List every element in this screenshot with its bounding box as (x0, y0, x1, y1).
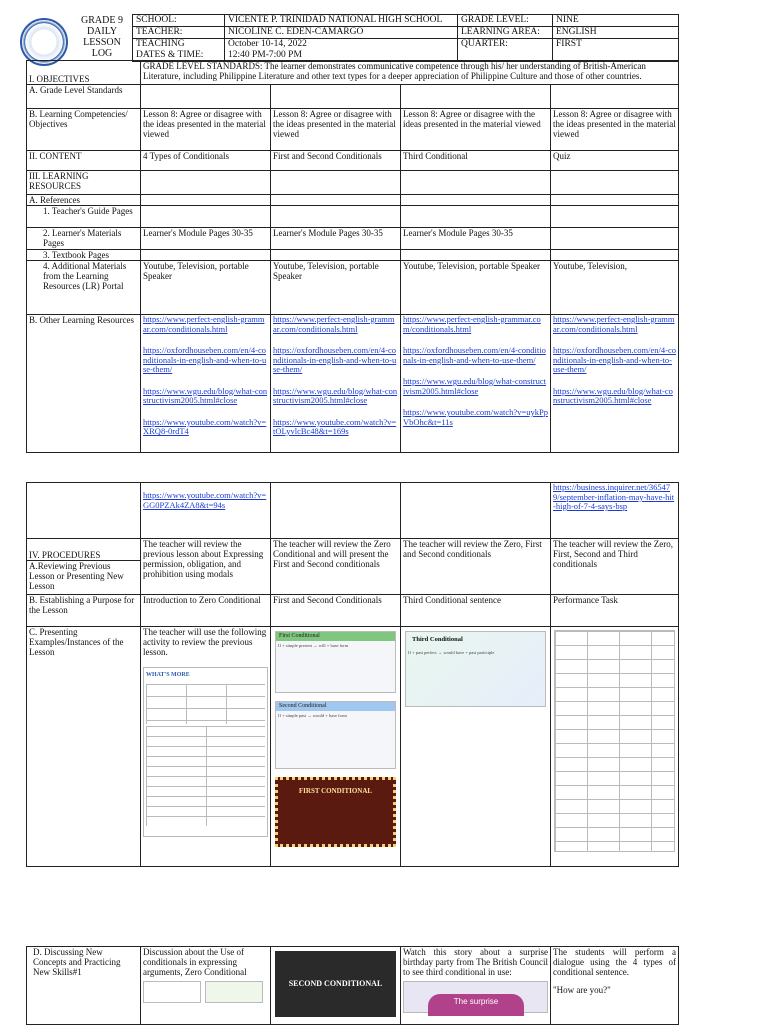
links-extra-day4 (551, 483, 679, 539)
resource-link[interactable]: https://business.inquirer.net/365479/september-inflation-may-have-hit-high-of-7-4-says-bsp (553, 482, 675, 511)
discussing-day2 (271, 947, 401, 1025)
whats-more-heading: WHAT'S MORE (146, 672, 190, 678)
discussing-day4-text: The students will perform a dialogue using the 4 types of conditional sentence. (553, 947, 676, 977)
learners-materials-label: 2. Learner's Materials Pages (27, 228, 141, 250)
purpose-day4: Performance Task (551, 595, 679, 627)
lm-day4 (551, 228, 679, 250)
lm-day2: Learner's Module Pages 30-35 (271, 228, 401, 250)
additional-materials-label: 4. Additional Materials from the Learning Resources (LR) Portal (27, 261, 141, 315)
discussing-day3-text: Watch this story about a surprise birthday party from The British Council to see third conditional in use: (403, 947, 548, 977)
grade-label: GRADE LEVEL: (458, 15, 553, 27)
content-day1: 4 Types of Conditionals (141, 151, 271, 171)
competency-day2: Lesson 8: Agree or disagree with the ideas presented in the material viewed (271, 109, 401, 151)
quarter-value: FIRST (553, 39, 679, 62)
other-resources-label: B. Other Learning Resources (27, 315, 141, 453)
lesson-table-3 (26, 946, 679, 1025)
first-conditional-banner (275, 777, 396, 847)
links-day3 (401, 315, 551, 453)
resource-link[interactable]: https://www.perfect-english-grammar.com/conditionals.html (553, 314, 675, 334)
purpose-day3: Third Conditional sentence (401, 595, 551, 627)
day-4-header (551, 85, 679, 109)
links-day4 (551, 315, 679, 453)
third-conditional-slide: Third Conditional If + past perfect → would have + past participle (405, 631, 546, 707)
objectives-label (27, 61, 141, 85)
discussing-day4 (551, 947, 679, 1025)
resource-link[interactable]: https://www.wgu.edu/blog/what-constructivism2005.html#close (403, 376, 546, 396)
surprise-thumb-title: The surprise (428, 994, 524, 1016)
performance-task-table-image (554, 630, 675, 852)
examples-day1 (141, 627, 271, 867)
second-conditional-video[interactable] (275, 951, 396, 1017)
purpose-label: B. Establishing a Purpose for the Lesson (27, 595, 141, 627)
lesson-table-2 (26, 482, 679, 867)
competency-day3: Lesson 8: Agree or disagree with the ideas presented in the material viewed (401, 109, 551, 151)
banner-title: FIRST CONDITIONAL (298, 787, 373, 795)
links-day2 (271, 315, 401, 453)
discussing-day1-text: Discussion about the Use of conditionals in expressing arguments, Zero Conditional (143, 947, 247, 977)
teacher-value: NICOLINE C. EDEN-CAMARGO (225, 27, 458, 39)
content-day3: Third Conditional (401, 151, 551, 171)
resource-link[interactable]: https://oxfordhouseben.com/en/4-conditionals-in-english-and-when-to-use-them/ (273, 345, 397, 374)
competency-day4: Lesson 8: Agree or disagree with the ideas presented in the material viewed (551, 109, 679, 151)
references-label: A. References (27, 195, 141, 206)
dates-label (133, 39, 225, 62)
title-line: LOG (91, 48, 113, 59)
worksheet-image (143, 667, 268, 837)
examples-label: C. Presenting Examples/Instances of the Lesson (27, 627, 141, 867)
competencies-label: B. Learning Competencies/ Objectives (27, 109, 141, 151)
teacher-label: TEACHER: (133, 27, 225, 39)
review-day1: The teacher will review the previous lesson about Expressing permission, obligation, and prohibition using modals (141, 539, 271, 595)
teachers-guide-label: 1. Teacher's Guide Pages (27, 206, 141, 228)
discussing-label: D. Discussing New Concepts and Practicing New Skills#1 (27, 947, 141, 1025)
dates-value (225, 39, 458, 62)
resource-link[interactable]: https://www.youtube.com/watch?v=tOLyvlcBc48&t=169s (273, 416, 397, 436)
slide-title: Third Conditional (412, 636, 463, 643)
date-value: October 10-14, 2022 (228, 39, 307, 49)
resource-link[interactable]: https://www.youtube.com/watch?v=XRQ8-0rdT4 (143, 416, 267, 436)
second-conditional-slide: Second Conditional If + simple past → would + base form (275, 701, 396, 769)
title-line: DAILY (86, 26, 118, 37)
worksheet-thumb (205, 981, 263, 1003)
examples-day2 (271, 627, 401, 867)
day-2-header (271, 85, 401, 109)
video-title: SECOND CONDITIONAL (288, 979, 383, 988)
grade-value: NINE (553, 15, 679, 27)
purpose-day2: First and Second Conditionals (271, 595, 401, 627)
day-3-header (401, 85, 551, 109)
resource-link[interactable]: https://www.youtube.com/watch?v=uykPpVbOhc&t=11s (403, 407, 548, 427)
quarter-label: QUARTER: (458, 39, 553, 62)
review-day2: The teacher will review the Zero Conditional and will present the First and Second conditionals (271, 539, 401, 595)
links-day1 (141, 315, 271, 453)
content-label: II. CONTENT (27, 151, 141, 171)
grade-standard-text: GRADE LEVEL STANDARDS: The learner demonstrates communicative competence through his/ her understanding of British-American Literature, including Philippine Literature and other text types for a deeper appreciation of Philippine Culture and those of other countries. (141, 61, 679, 85)
first-conditional-slide: First Conditional If + simple present → will + base form (275, 631, 396, 693)
lm-day3: Learner's Module Pages 30-35 (401, 228, 551, 250)
dialogue-quote: "How are you?" (553, 985, 611, 995)
worksheet-thumb (143, 981, 201, 1003)
day-1-header (141, 85, 271, 109)
resource-link[interactable]: https://www.perfect-english-grammar.com/conditionals.html (403, 314, 541, 334)
surprise-video-thumb[interactable] (403, 981, 548, 1013)
dates-label-line: DATES & TIME: (136, 50, 204, 60)
lm-day1: Learner's Module Pages 30-35 (141, 228, 271, 250)
grade-standard-label: A. Grade Level Standards (27, 85, 141, 109)
examples-day3 (401, 627, 551, 867)
deped-seal-logo (20, 18, 68, 66)
discussing-day1 (141, 947, 271, 1025)
resource-link[interactable]: https://www.perfect-english-grammar.com/conditionals.html (143, 314, 265, 334)
examples-day1-text: The teacher will use the following activity to review the previous lesson. (143, 627, 267, 657)
add-day2: Youtube, Television, portable Speaker (271, 261, 401, 315)
school-label: SCHOOL: (133, 15, 225, 27)
review-label: A.Reviewing Previous Lesson or Presenting New Lesson (27, 561, 141, 595)
time-value: 12:40 PM-7:00 PM (228, 50, 302, 60)
resource-link[interactable]: https://www.youtube.com/watch?v=GG0PZAk4ZA8&t=94s (143, 490, 267, 510)
content-day4: Quiz (551, 151, 679, 171)
links-extra-day1 (141, 483, 271, 539)
add-day1: Youtube, Television, portable Speaker (141, 261, 271, 315)
add-day3: Youtube, Television, portable Speaker (401, 261, 551, 315)
procedures-label: IV. PROCEDURES (27, 539, 141, 561)
resource-link[interactable]: https://www.wgu.edu/blog/what-constructivism2005.html#close (273, 385, 398, 405)
title-line: LESSON (83, 37, 121, 48)
purpose-day1: Introduction to Zero Conditional (141, 595, 271, 627)
content-day2: First and Second Conditionals (271, 151, 401, 171)
discussing-day3 (401, 947, 551, 1025)
lesson-table-1 (26, 60, 679, 453)
review-day4: The teacher will review the Zero, First, Second and Third conditionals (551, 539, 679, 595)
resource-link[interactable]: https://www.perfect-english-grammar.com/conditionals.html (273, 314, 395, 334)
resource-link[interactable]: https://oxfordhouseben.com/en/4-conditionals-in-english-and-when-to-use-them/ (553, 345, 676, 374)
doc-title (74, 15, 130, 59)
add-day4: Youtube, Television, (551, 261, 679, 315)
objectives-label-text: I. OBJECTIVES (29, 74, 90, 84)
resources-label: III. LEARNING RESOURCES (27, 171, 141, 195)
resource-link[interactable]: https://www.wgu.edu/blog/what-constructivism2005.html#close (143, 385, 268, 405)
area-label: LEARNING AREA: (458, 27, 553, 39)
competency-day1: Lesson 8: Agree or disagree with the ideas presented in the material viewed (141, 109, 271, 151)
review-day3: The teacher will review the Zero, First and Second conditionals (401, 539, 551, 595)
resource-link[interactable]: https://oxfordhouseben.com/en/4-conditionals-in-english-and-when-to-use-them/ (403, 345, 546, 365)
examples-day4 (551, 627, 679, 867)
header-table (132, 14, 679, 62)
resource-link[interactable]: https://www.wgu.edu/blog/what-constructivism2005.html#close (553, 385, 673, 405)
slide-title: First Conditional (276, 632, 395, 641)
textbook-label: 3. Textbook Pages (27, 250, 141, 261)
school-value: VICENTE P. TRINIDAD NATIONAL HIGH SCHOOL (225, 15, 458, 27)
area-value: ENGLISH (553, 27, 679, 39)
dates-label-line: TEACHING (136, 39, 185, 49)
slide-title: Second Conditional (276, 702, 395, 711)
title-line: GRADE 9 (81, 15, 123, 26)
resource-link[interactable]: https://oxfordhouseben.com/en/4-conditionals-in-english-and-when-to-use-them/ (143, 345, 267, 374)
